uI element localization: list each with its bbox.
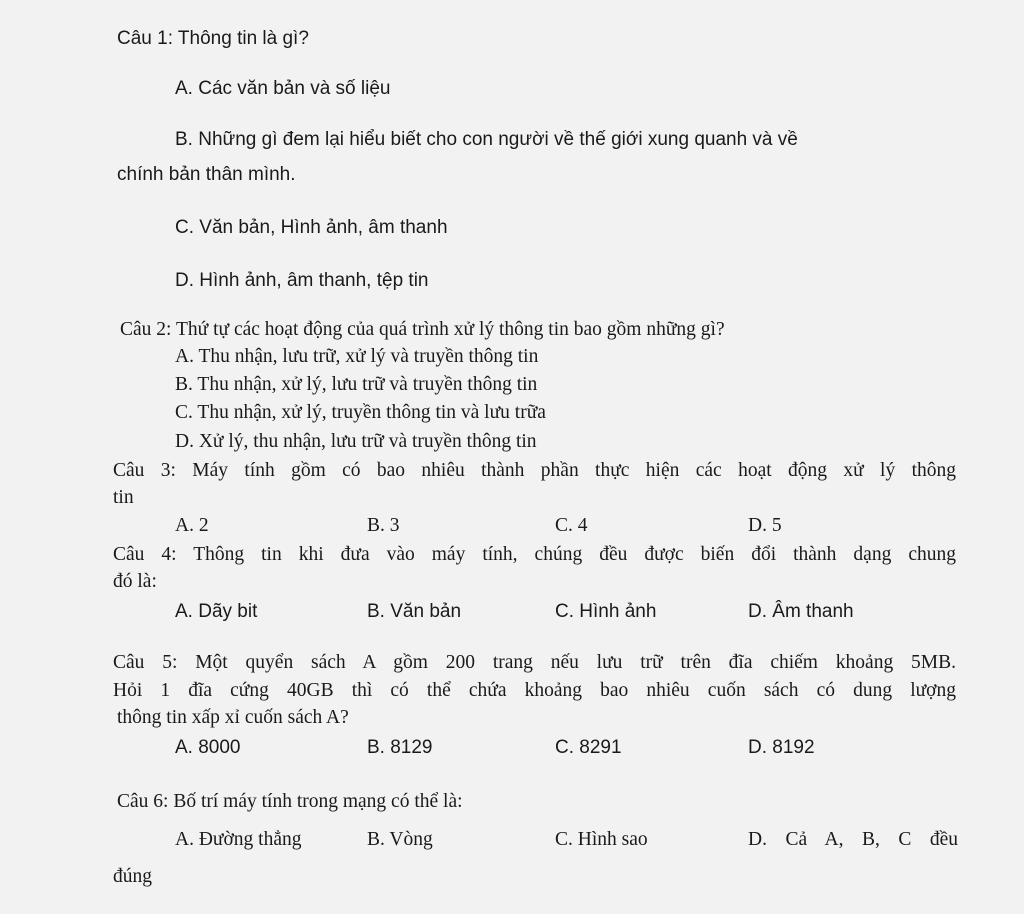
q5-option-d: D. 8192 xyxy=(748,737,815,758)
q1-option-d: D. Hình ảnh, âm thanh, tệp tin xyxy=(175,270,429,291)
q2-question: Câu 2: Thứ tự các hoạt động của quá trình xử lý thông tin bao gồm những gì? xyxy=(120,319,725,340)
q4-option-c: C. Hình ảnh xyxy=(555,601,657,622)
q2-option-a: A. Thu nhận, lưu trữ, xử lý và truyền thông tin xyxy=(175,346,539,367)
q5-option-a: A. 8000 xyxy=(175,737,241,758)
q4-option-b: B. Văn bản xyxy=(367,601,462,622)
q4-option-a: A. Dãy bit xyxy=(175,601,258,622)
q2-option-c: C. Thu nhận, xử lý, truyền thông tin và lưu trữa xyxy=(175,402,546,423)
q3-option-a: A. 2 xyxy=(175,515,209,536)
q3-option-b: B. 3 xyxy=(367,515,400,536)
q3-option-d: D. 5 xyxy=(748,515,782,536)
q6-option-c: C. Hình sao xyxy=(555,829,648,850)
q1-option-a: A. Các văn bản và số liệu xyxy=(175,78,391,99)
q5-question-line3: thông tin xấp xỉ cuốn sách A? xyxy=(117,707,349,728)
q6-question: Câu 6: Bố trí máy tính trong mạng có thể là: xyxy=(117,791,463,812)
q6-option-d: D. Cả A, B, C đều xyxy=(748,829,958,850)
q1-option-b: B. Những gì đem lại hiểu biết cho con người về thế giới xung quanh và về xyxy=(175,129,798,150)
q5-question-line2: Hỏi 1 đĩa cứng 40GB thì có thể chứa khoảng bao nhiêu cuốn sách có dung lượng xyxy=(113,680,956,701)
q6-option-b: B. Vòng xyxy=(367,829,433,850)
q5-option-b: B. 8129 xyxy=(367,737,433,758)
q6-option-a: A. Đường thẳng xyxy=(175,829,302,850)
q2-option-d: D. Xử lý, thu nhận, lưu trữ và truyền thông tin xyxy=(175,431,537,452)
q3-question-continuation: tin xyxy=(113,487,134,508)
q2-option-b: B. Thu nhận, xử lý, lưu trữ và truyền thông tin xyxy=(175,374,538,395)
q3-option-c: C. 4 xyxy=(555,515,588,536)
q4-option-d: D. Âm thanh xyxy=(748,601,854,622)
q1-option-b-continuation: chính bản thân mình. xyxy=(117,164,296,185)
q6-option-d-continuation: đúng xyxy=(113,866,152,887)
q5-option-c: C. 8291 xyxy=(555,737,622,758)
q1-question: Câu 1: Thông tin là gì? xyxy=(117,28,309,49)
q3-question: Câu 3: Máy tính gồm có bao nhiêu thành phần thực hiện các hoạt động xử lý thông xyxy=(113,460,956,481)
q4-question-continuation: đó là: xyxy=(113,571,157,592)
q1-option-c: C. Văn bản, Hình ảnh, âm thanh xyxy=(175,217,448,238)
q4-question: Câu 4: Thông tin khi đưa vào máy tính, chúng đều được biến đổi thành dạng chung xyxy=(113,544,956,565)
q5-question: Câu 5: Một quyển sách A gồm 200 trang nếu lưu trữ trên đĩa chiếm khoảng 5MB. xyxy=(113,652,956,673)
